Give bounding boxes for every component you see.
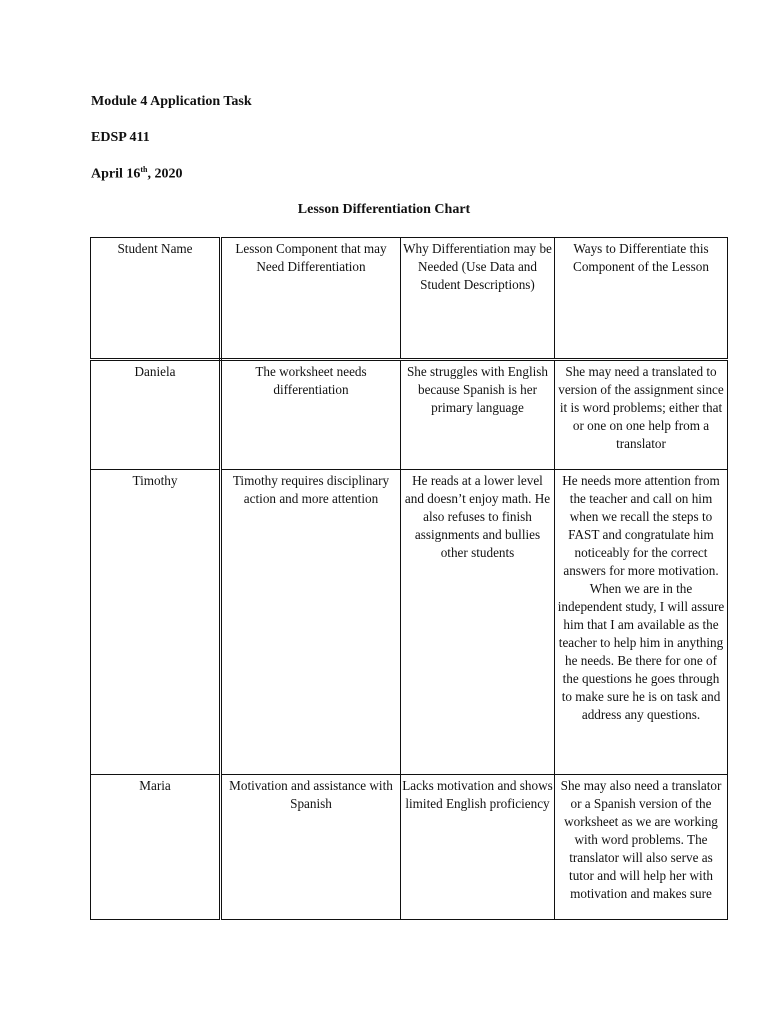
document-date xyxy=(91,165,183,183)
cell-student-name: Daniela xyxy=(91,360,221,470)
cell-lesson-component: Timothy requires disciplinary action and more attention xyxy=(221,470,401,775)
cell-ways-to-differentiate: He needs more attention from the teacher and call on him when we recall the steps to FAST and congratulate him noticeably for the correct answers for more motivation. When we are in the independent study, I will assure him that I am available as the teacher to help him in anything he needs. Be there for one of the questions he goes through to make sure he is on task and address any questions. xyxy=(555,470,728,775)
date-day: April 16 xyxy=(91,166,141,182)
table-row xyxy=(91,360,728,470)
column-header-why-differentiation: Why Differentiation may be Needed (Use Data and Student Descriptions) xyxy=(401,238,555,360)
column-header-lesson-component: Lesson Component that may Need Differentiation xyxy=(221,238,401,360)
table-row xyxy=(91,775,728,920)
differentiation-table xyxy=(90,237,728,920)
cell-lesson-component: Motivation and assistance with Spanish xyxy=(221,775,401,920)
column-header-student-name: Student Name xyxy=(91,238,221,360)
course-code: EDSP 411 xyxy=(91,130,150,145)
document-title: Module 4 Application Task xyxy=(91,94,252,109)
column-header-ways-to-differentiate: Ways to Differentiate this Component of the Lesson xyxy=(555,238,728,360)
chart-title: Lesson Differentiation Chart xyxy=(297,202,471,217)
date-year: , 2020 xyxy=(147,166,183,182)
table-row xyxy=(91,470,728,775)
cell-why-differentiation: He reads at a lower level and doesn’t enjoy math. He also refuses to finish assignments and bullies other students xyxy=(401,470,555,775)
cell-ways-to-differentiate: She may need a translated to version of the assignment since it is word problems; either that or one on one help from a translator xyxy=(555,360,728,470)
cell-why-differentiation: She struggles with English because Spanish is her primary language xyxy=(401,360,555,470)
table-header-row xyxy=(91,238,728,360)
cell-why-differentiation: Lacks motivation and shows limited English proficiency xyxy=(401,775,555,920)
cell-lesson-component: The worksheet needs differentiation xyxy=(221,360,401,470)
cell-ways-to-differentiate xyxy=(555,775,728,920)
cell-ways-text: She may also need a translator or a Spanish version of the worksheet as we are working with word problems. The translator will also serve as tutor and will help her with motivation and makes sure xyxy=(560,778,722,901)
cell-student-name: Timothy xyxy=(91,470,221,775)
date-ordinal: th xyxy=(140,165,148,174)
cell-student-name: Maria xyxy=(91,775,221,920)
